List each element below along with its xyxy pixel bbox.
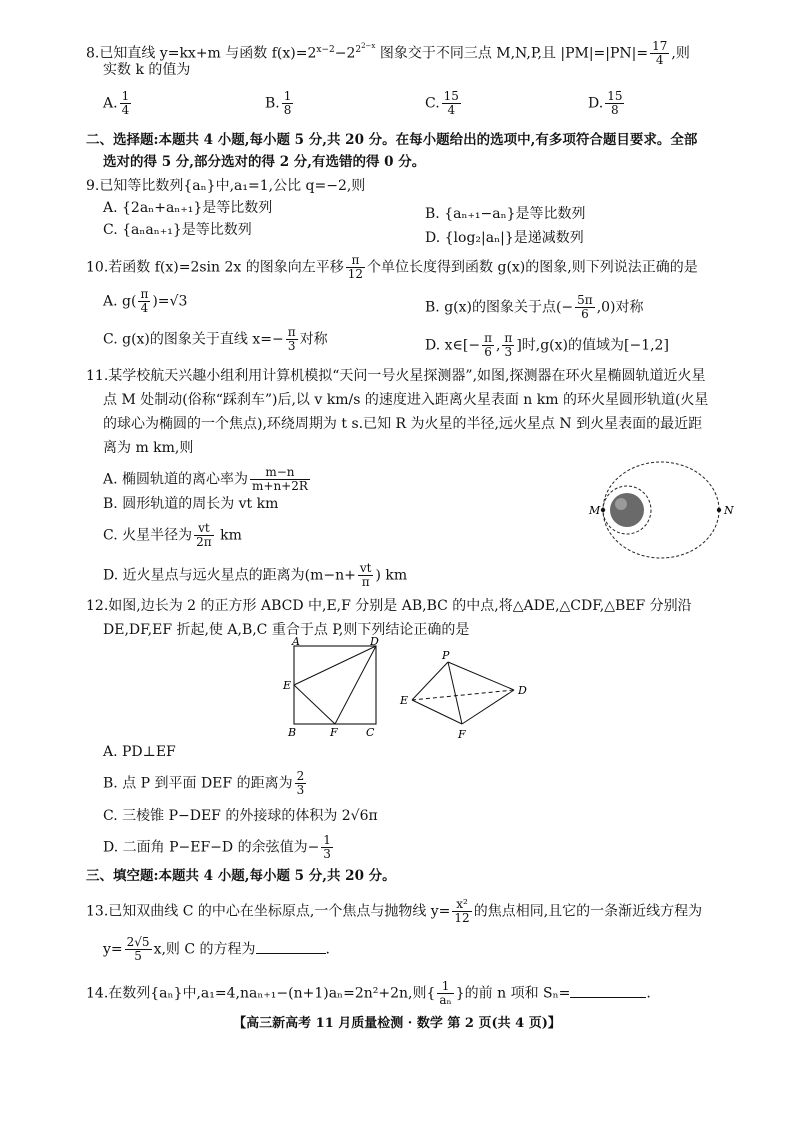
q11-stem-2: 点 M 处制动(俗称“踩刹车”)后,以 v km/s 的速度进入距离火星表面 n km 的环火星圆形轨道(火星 xyxy=(103,392,709,408)
frac-den: 3 xyxy=(296,783,305,797)
q9-option-c: C. {aₙaₙ₊₁}是等比数列 xyxy=(103,222,252,238)
frac-num: π xyxy=(140,287,149,301)
q10-d-frac1 xyxy=(482,332,494,359)
q11-option-b: B. 圆形轨道的周长为 vt km xyxy=(103,496,279,512)
q13-frac1 xyxy=(452,898,471,925)
q12-square-figure xyxy=(280,636,390,740)
q12-option-d xyxy=(103,834,335,861)
section2-heading-cont: 选对的得 5 分,部分选对的得 2 分,有选错的得 0 分。 xyxy=(103,154,426,170)
q14-stem xyxy=(86,980,651,1007)
q14-part: }的前 n 项和 Sₙ= xyxy=(455,985,571,1002)
square-abcd xyxy=(294,646,376,724)
q11-option-c xyxy=(103,522,242,549)
label-d: D xyxy=(370,636,379,648)
q11-stem-3: 的球心为椭圆的一个焦点),环绕周期为 t s.已知 R 为火星的半径,远火星点 N 到火星表面的最近距 xyxy=(103,416,703,432)
label-c: C xyxy=(366,726,375,739)
edge-ed-hidden xyxy=(412,690,514,700)
q13-part: y= xyxy=(103,941,123,958)
q10-b-part: B. g(x)的图象关于点(− xyxy=(425,299,574,316)
option-frac xyxy=(605,90,624,117)
label-e: E xyxy=(283,679,292,692)
q12-option-c: C. 三棱锥 P−DEF 的外接球的体积为 2√6π xyxy=(103,808,378,824)
q10-c-part: 对称 xyxy=(299,331,328,348)
q8-exp1: x−2 xyxy=(316,45,335,55)
q13-part: x,则 C 的方程为 xyxy=(153,941,256,958)
option-frac xyxy=(442,90,461,117)
frac-num: vt xyxy=(194,522,214,536)
frac-num: m−n xyxy=(250,466,310,480)
frac-den: 5 xyxy=(134,949,142,963)
frac-den: 2π xyxy=(196,535,212,549)
q13-line2 xyxy=(103,936,330,963)
q11-c-frac xyxy=(194,522,214,549)
q11-option-a xyxy=(103,466,312,493)
q10-stem xyxy=(86,254,698,281)
q11-option-d xyxy=(103,562,407,589)
edge-pf xyxy=(448,662,462,724)
mars-planet xyxy=(610,493,644,527)
q12-stem-2: DE,DF,EF 折起,使 A,B,C 重合于点 P,则下列结论正确的是 xyxy=(103,622,470,638)
point-n xyxy=(717,508,721,512)
q8-option-d xyxy=(588,90,626,117)
option-label: A. xyxy=(103,95,118,112)
mars-surface-shade xyxy=(615,498,627,510)
point-m xyxy=(601,508,605,512)
q10-c-part: C. g(x)的图象关于直线 x=− xyxy=(103,331,284,348)
q10-d-part: D. x∈[− xyxy=(425,337,481,354)
q13-frac2 xyxy=(125,936,152,963)
q10-c-frac xyxy=(286,326,298,353)
q12-b-frac xyxy=(295,770,307,797)
edge-fd xyxy=(462,690,514,724)
q10-d-frac2 xyxy=(502,332,514,359)
q13-part: 的焦点相同,且它的一条渐近线方程为 xyxy=(473,903,703,920)
option-frac xyxy=(282,90,294,117)
page-footer: 【高三新高考 11 月质量检测 · 数学 第 2 页(共 4 页)】 xyxy=(233,1016,561,1031)
q9-option-d: D. {log₂|aₙ|}是递减数列 xyxy=(425,230,584,246)
q14-part: . xyxy=(646,985,651,1002)
q10-frac xyxy=(346,254,365,281)
frac-den: 8 xyxy=(283,103,292,117)
frac-num: vt xyxy=(359,561,372,575)
q8-frac xyxy=(650,40,669,67)
frac-den: 4 xyxy=(447,103,456,117)
option-frac xyxy=(120,90,132,117)
q11-a-part: A. 椭圆轨道的离心率为 xyxy=(103,471,249,488)
q12-d-part: D. 二面角 P−EF−D 的余弦值为− xyxy=(103,839,320,856)
q14-part: 14.在数列{aₙ}中,a₁=4,naₙ₊₁−(n+1)aₙ=2n²+2n,则{ xyxy=(86,985,436,1002)
label-d: D xyxy=(518,684,527,697)
frac-den: 8 xyxy=(611,103,619,117)
q12-d-frac xyxy=(321,834,333,861)
q12-stem-1: 12.如图,边长为 2 的正方形 ABCD 中,E,F 分别是 AB,BC 的中点,将△ADE,△CDF,△BEF 分别沿 xyxy=(86,598,692,614)
q10-stem-part: 个单位长度得到函数 g(x)的图象,则下列说法正确的是 xyxy=(367,259,698,276)
q9-stem: 9.已知等比数列{aₙ}中,a₁=1,公比 q=−2,则 xyxy=(86,178,366,194)
edge-pe xyxy=(412,662,448,700)
section2-heading: 二、选择题:本题共 4 小题,每小题 5 分,共 20 分。在每小题给出的选项中,有多项符合题目要求。全部 xyxy=(86,132,698,148)
label-f: F xyxy=(458,728,466,741)
q13-part: . xyxy=(325,941,330,958)
label-a: A xyxy=(292,636,300,648)
frac-num: 1 xyxy=(283,89,292,103)
q8-exp2: 22−x xyxy=(355,42,376,55)
segment-fd xyxy=(335,646,376,724)
frac-num: 1 xyxy=(121,89,130,103)
label-n: N xyxy=(724,504,734,517)
frac-num: 2√5 xyxy=(126,935,150,949)
q14-frac xyxy=(437,980,453,1007)
section3-heading: 三、填空题:本题共 4 小题,每小题 5 分,共 20 分。 xyxy=(86,868,396,884)
q9-option-b: B. {aₙ₊₁−aₙ}是等比数列 xyxy=(425,206,586,222)
q10-option-a xyxy=(103,288,187,315)
q8-option-a xyxy=(103,90,133,117)
label-b: B xyxy=(288,726,297,739)
frac-num: 1 xyxy=(323,833,331,847)
edge-pd xyxy=(448,662,514,690)
q10-d-part: ]时,g(x)的值域为[−1,2] xyxy=(516,337,669,354)
q10-b-part: ,0)对称 xyxy=(596,299,644,316)
frac-num: π xyxy=(346,254,365,268)
option-label: B. xyxy=(265,95,280,112)
q10-a-part: A. g( xyxy=(103,293,137,310)
q13-part: 13.已知双曲线 C 的中心在坐标原点,一个焦点与抛物线 y= xyxy=(86,903,451,920)
q10-stem-part: 10.若函数 f(x)=2sin 2x 的图象向左平移 xyxy=(86,259,344,276)
frac-den: π xyxy=(361,575,370,589)
q12-tetrahedron-figure xyxy=(398,648,534,744)
frac-num: 15 xyxy=(443,89,459,103)
q8-stem-part: −2 xyxy=(334,45,356,62)
frac-den: 4 xyxy=(121,103,130,117)
edge-ef xyxy=(412,700,462,724)
label-e: E xyxy=(400,694,409,707)
q10-b-frac xyxy=(575,294,595,321)
frac-den: aₙ xyxy=(439,993,452,1007)
segment-ed xyxy=(294,646,376,685)
q10-option-c xyxy=(103,326,328,353)
frac-num: 1 xyxy=(437,980,453,994)
q11-c-part: km xyxy=(215,527,242,544)
q11-stem-4: 离为 m km,则 xyxy=(103,440,194,456)
q8-stem-part: ,则 xyxy=(671,45,690,62)
frac-den: 12 xyxy=(454,911,470,925)
frac-num: π xyxy=(484,331,492,345)
frac-den: 3 xyxy=(287,339,296,353)
q10-option-b xyxy=(425,294,644,321)
frac-den: m+n+2R xyxy=(252,479,308,493)
q10-a-part: )=√3 xyxy=(152,293,188,310)
q11-d-part: D. 近火星点与远火星点的距离为(m−n+ xyxy=(103,567,356,584)
frac-den: 3 xyxy=(504,345,513,359)
frac-den: 4 xyxy=(140,301,149,315)
q11-a-frac xyxy=(250,466,310,493)
q14-answer-blank[interactable] xyxy=(570,983,646,998)
label-m: M xyxy=(589,504,601,517)
frac-den: 6 xyxy=(484,345,492,359)
frac-den: 6 xyxy=(581,307,589,321)
q12-option-b xyxy=(103,770,308,797)
q8-option-c xyxy=(425,90,463,117)
frac-num: 15 xyxy=(607,89,623,103)
q8-stem-part: 图象交于不同三点 M,N,P,且 |PM|=|PN|= xyxy=(375,45,649,62)
label-f: F xyxy=(330,726,338,739)
q12-b-part: B. 点 P 到平面 DEF 的距离为 xyxy=(103,775,293,792)
frac-num: 5π xyxy=(577,293,593,307)
q8-stem-line2: 实数 k 的值为 xyxy=(103,62,191,78)
frac-num: π xyxy=(504,331,513,345)
q8-option-b xyxy=(265,90,295,117)
q11-d-part: ) km xyxy=(375,567,408,584)
q8-exp2-inner: 2−x xyxy=(361,42,376,50)
label-p: P xyxy=(442,649,450,662)
q13-line1 xyxy=(86,898,702,925)
q11-d-frac xyxy=(358,562,374,589)
frac-num: x² xyxy=(452,898,471,912)
segment-ef xyxy=(294,685,335,724)
q9-option-a: A. {2aₙ+aₙ₊₁}是等比数列 xyxy=(103,200,273,216)
frac-num: 2 xyxy=(296,769,305,783)
q13-answer-blank[interactable] xyxy=(256,939,326,954)
q10-a-frac xyxy=(138,288,150,315)
q12-option-a: A. PD⊥EF xyxy=(103,744,176,760)
q8-stem-part: 8.已知直线 y=kx+m 与函数 f(x)=2 xyxy=(86,45,317,62)
frac-num: 17 xyxy=(652,39,668,54)
option-label: D. xyxy=(588,95,604,112)
option-label: C. xyxy=(425,95,440,112)
frac-den: 12 xyxy=(347,267,364,281)
frac-den: 3 xyxy=(323,847,331,861)
q11-c-part: C. 火星半径为 xyxy=(103,527,193,544)
frac-num: π xyxy=(287,325,296,339)
q10-d-part: , xyxy=(495,337,501,354)
q10-option-d xyxy=(425,332,669,359)
frac-den: 4 xyxy=(655,53,664,68)
q11-orbit-figure xyxy=(585,452,745,568)
q11-stem-1: 11.某学校航天兴趣小组利用计算机模拟“天问一号火星探测器”,如图,探测器在环火星椭圆轨道近火星 xyxy=(86,368,706,384)
